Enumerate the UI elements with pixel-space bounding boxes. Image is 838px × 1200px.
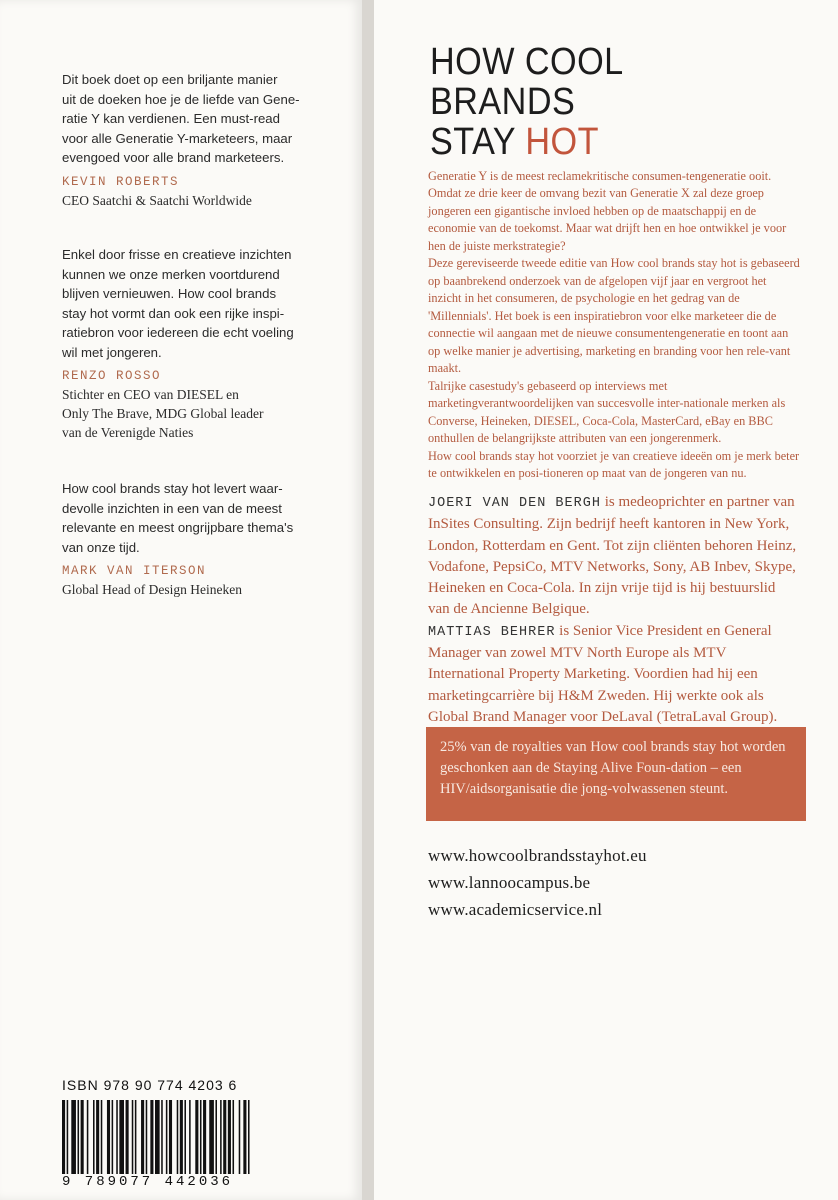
isbn-label: ISBN 978 90 774 4203 6 [62,1077,238,1093]
barcode-bar [209,1100,214,1174]
author-bio [428,492,800,621]
barcode-bar [169,1100,172,1174]
barcode-bar [93,1100,95,1174]
barcode-bar [155,1100,160,1174]
barcode-bar [215,1100,217,1174]
barcode-bar [71,1100,76,1174]
barcode-bar [248,1100,250,1174]
author-name: JOERI VAN DEN BERGH [428,496,601,511]
barcode-bar [87,1100,89,1174]
website-url: www.lannoocampus.be [428,873,591,892]
website-url: www.howcoolbrandsstayhot.eu [428,846,647,865]
quote-author-role: Global Head of Design Heineken [62,582,242,597]
quote-author-role: CEO Saatchi & Saatchi Worldwide [62,192,252,208]
barcode-bar [62,1100,65,1174]
barcode-bar [67,1100,69,1174]
barcode [62,1100,330,1174]
quote-block [62,479,334,599]
title-line [430,122,624,162]
blurb-paragraph: Deze gereviseerde tweede editie van How cool brands stay hot is gebaseerd op baanbrekend onderzoek van de afgelopen vijf jaar en vergroot het inzicht in het consumeren, de psychologie en het gedrag van de 'Millennials'. Het boek is een inspiratiebron voor elke marketeer die de connectie wil aangaan met de nieuwe consumentengeneratie en toont aan op welke manier je advertising, marketing en branding voor hen rele-vant maakt. [428,256,800,376]
barcode-bar [177,1100,179,1174]
barcode-bar [239,1100,241,1174]
quote-block [62,245,334,442]
royalty-text: 25% van de royalties van How cool brands stay hot worden geschonken aan de Staying Alive Foun-dation – een HIV/aidsorganisatie die jong-volwassenen steunt. [440,739,786,797]
barcode-bar [101,1100,103,1174]
barcode-bar [135,1100,137,1174]
quote-author: MARK VAN ITERSON [62,564,207,578]
back-cover-right-panel [374,0,838,1200]
author-bio-text: is medeoprichter en partner van InSites Consulting. Zijn bedrijf heeft kantoren in New York, London, Rotterdam en Gent. Tot zijn cliënten behoren Heinz, Vodafone, PepsiCo, MTV Networks, Sony, AB Inbev, Skype, Heineken en Coca-Cola. In zijn vrije tijd is hij bestuurslid van de Ancienne Belgique. [428,494,797,618]
barcode-bar [107,1100,110,1174]
barcode-bar [189,1100,191,1174]
blurb-paragraph: How cool brands stay hot voorziet je van creatieve ideeën om je merk beter te ontwikkelen en posi-tioneren op maat van de jongeren van nu. [428,448,800,480]
barcode-bar [166,1100,168,1174]
barcode-bar [146,1100,148,1174]
quote-author: KEVIN ROBERTS [62,174,180,189]
barcode-digits: 9 789077 442036 [62,1174,330,1190]
barcode-bar [78,1100,80,1174]
title-line: BRANDS [430,81,576,123]
barcode-bar [116,1100,118,1174]
title-word: STAY [430,121,526,163]
website-url: www.academicservice.nl [428,900,603,919]
barcode-bar [195,1100,198,1174]
barcode-bar [161,1100,163,1174]
barcode-bar [96,1100,99,1174]
barcode-bar [141,1100,144,1174]
author-bios [428,492,800,728]
blurb-paragraph: Talrijke casestudy's gebaseerd op interviews met marketingverantwoordelijken van succesvolle inter-nationale merken als Converse, Heineken, DIESEL, Coca-Cola, MasterCard, eBay en BBC onthullen de belangrijkste attributen van een jongerenmerk. [428,378,786,446]
blurb-paragraph: Generatie Y is de meest reclamekritische consumen-tengeneratie ooit. Omdat ze drie keer de omvang bezit van Generatie X zal deze groep jongeren een gigantische invloed hebben op de maatschappij en de economie van de toekomst. Maar wat drijft hen en hoe ontwikkel je voor hen de juiste merkstrategie? [428,169,787,253]
title-line: HOW COOL [430,41,624,83]
barcode-bar [132,1100,134,1174]
title-hot-word: HOT [525,121,599,163]
barcode-bar [150,1100,153,1174]
quote-text: Enkel door frisse en creatieve inzichten kunnen we onze merken voortdurend blijven vernieuwen. How cool brands stay hot vormt dan ook een rijke inspi- ratiebron voor iedereen die echt voeling wil met jongeren. [62,247,294,360]
quote-author: RENZO ROSSO [62,369,162,383]
barcode-bar [243,1100,246,1174]
barcode-bar [119,1100,124,1174]
barcode-bar [184,1100,186,1174]
book-title [430,42,624,162]
quote-author-role: Stichter en CEO van DIESEL en Only The Brave, MDG Global leader van de Verenigde Naties [62,387,264,440]
quote-text: How cool brands stay hot levert waar- devolle inzichten in een van de meest relevante en meest ongrijpbare thema's van onze tijd. [62,481,294,555]
quote-text: Dit boek doet op een briljante manier uit de doeken hoe je de liefde van Gene- ratie Y kan verdienen. Een must-read voor alle Generatie Y-marketeers, maar evengoed voor alle brand marketeers. [62,72,300,165]
author-bio-text: is Senior Vice President en General Manager van zowel MTV North Europe als MTV International Property Marketing. Voordien had hij een marketingcarrière bij H&M Zweden. Hij werkte ook als Global Brand Manager voor DeLaval (TetraLaval Group). [428,622,778,725]
quote-block [62,70,334,210]
blurb-text [428,168,800,482]
barcode-bar [81,1100,84,1174]
barcode-bar [220,1100,222,1174]
barcode-bar [200,1100,202,1174]
barcode-bar [180,1100,183,1174]
author-bio [428,621,800,728]
barcode-bar [233,1100,235,1174]
barcode-bar [112,1100,114,1174]
barcode-bar [223,1100,226,1174]
back-cover-left-panel [0,0,362,1200]
royalty-notice-box [426,727,806,821]
barcode-bar [203,1100,206,1174]
barcode-bar [126,1100,129,1174]
barcode-bar [228,1100,231,1174]
author-name: MATTIAS BEHRER [428,624,556,640]
